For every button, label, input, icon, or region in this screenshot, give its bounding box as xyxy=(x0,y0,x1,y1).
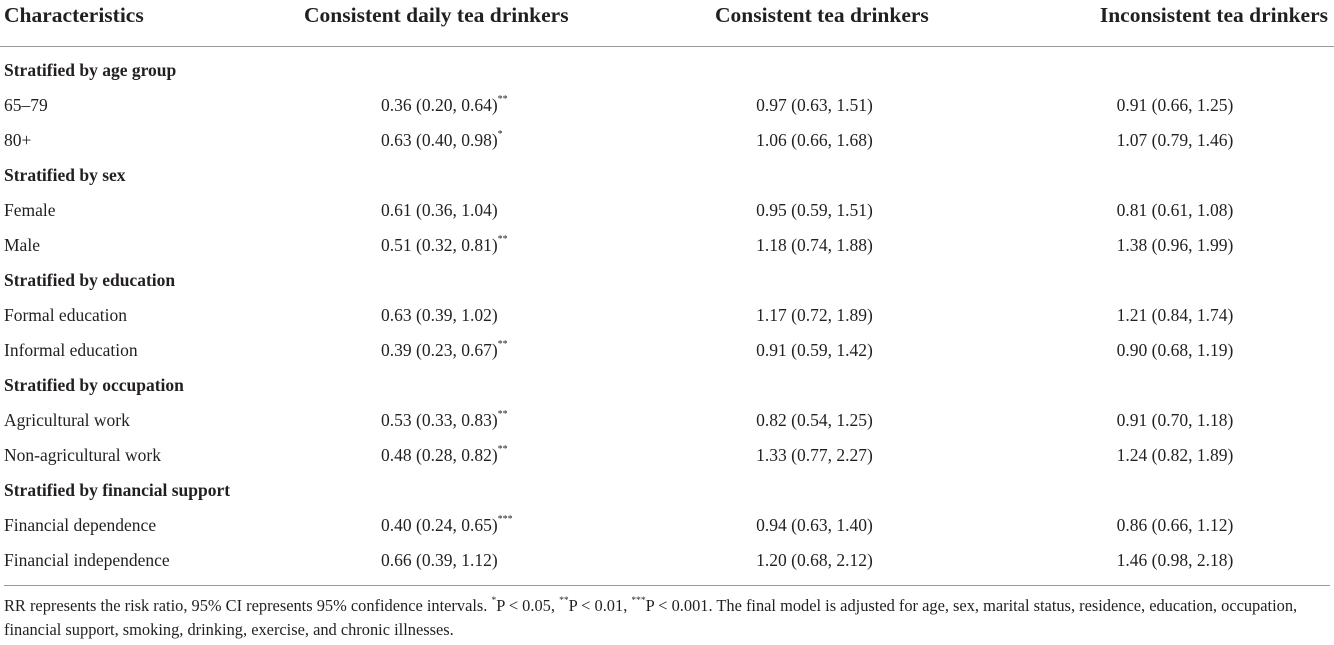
section-row xyxy=(0,263,1334,298)
cell-value: 0.40 (0.24, 0.65) xyxy=(381,515,498,535)
table-header-row xyxy=(0,0,1334,47)
cell-consistent: 1.20 (0.68, 2.12) xyxy=(756,550,873,570)
cell-value: 0.61 (0.36, 1.04) xyxy=(381,200,498,220)
table-footnote xyxy=(4,585,1330,642)
table-row xyxy=(0,193,1334,228)
cell-inconsistent: 1.07 (0.79, 1.46) xyxy=(1116,130,1234,150)
row-label: Formal education xyxy=(4,305,127,325)
cell-consistent: 0.95 (0.59, 1.51) xyxy=(756,200,873,220)
cell-value: 0.39 (0.23, 0.67) xyxy=(381,340,498,360)
section-row xyxy=(0,158,1334,193)
section-row xyxy=(0,47,1334,89)
cell-value: 0.53 (0.33, 0.83) xyxy=(381,410,498,430)
table-row xyxy=(0,438,1334,473)
cell-value: 0.48 (0.28, 0.82) xyxy=(381,445,498,465)
section-heading: Stratified by financial support xyxy=(4,480,231,500)
footnote-text: P < 0.01, xyxy=(568,596,632,615)
cell-consistent-daily xyxy=(300,88,603,123)
section-heading: Stratified by occupation xyxy=(4,375,184,395)
cell-consistent-daily xyxy=(300,438,603,473)
cell-inconsistent: 0.86 (0.66, 1.12) xyxy=(1116,515,1234,535)
table-row xyxy=(0,508,1334,543)
header-consistent-tea-drinkers: Consistent tea drinkers xyxy=(603,0,976,47)
row-label: 65–79 xyxy=(4,95,48,115)
significance-marker: *** xyxy=(497,514,513,526)
cell-consistent-daily xyxy=(300,543,603,578)
section-heading: Stratified by age group xyxy=(4,60,177,80)
cell-value: 0.51 (0.32, 0.81) xyxy=(381,235,498,255)
cell-consistent: 1.06 (0.66, 1.68) xyxy=(756,130,873,150)
cell-value: 0.36 (0.20, 0.64) xyxy=(381,95,498,115)
cell-consistent: 0.97 (0.63, 1.51) xyxy=(756,95,873,115)
row-label: Male xyxy=(4,235,40,255)
cell-inconsistent: 1.21 (0.84, 1.74) xyxy=(1116,305,1234,325)
cell-inconsistent: 0.91 (0.70, 1.18) xyxy=(1116,410,1234,430)
cell-consistent-daily xyxy=(300,228,603,263)
cell-consistent: 1.18 (0.74, 1.88) xyxy=(756,235,873,255)
table-row xyxy=(0,228,1334,263)
significance-marker: ** xyxy=(497,409,508,421)
cell-consistent: 0.94 (0.63, 1.40) xyxy=(756,515,873,535)
cell-inconsistent: 0.81 (0.61, 1.08) xyxy=(1116,200,1234,220)
footnote-text: P < 0.001. The final model is adjusted for age, sex, marital status, residence, education, occupation, financial support, smoking, drinking, exercise, and chronic illnesses. xyxy=(4,596,1298,639)
row-label: Agricultural work xyxy=(4,410,130,430)
footnote-sup-3: *** xyxy=(631,595,646,606)
cell-inconsistent: 1.38 (0.96, 1.99) xyxy=(1116,235,1234,255)
cell-consistent-daily xyxy=(300,298,603,333)
significance-marker: * xyxy=(497,129,503,141)
cell-consistent-daily xyxy=(300,193,603,228)
significance-marker: ** xyxy=(497,339,508,351)
footnote-text: RR represents the risk ratio, 95% CI represents 95% confidence intervals. xyxy=(4,596,492,615)
cell-value: 0.66 (0.39, 1.12) xyxy=(381,550,498,570)
table-body xyxy=(0,47,1334,579)
header-characteristics: Characteristics xyxy=(0,0,300,47)
cell-inconsistent: 1.24 (0.82, 1.89) xyxy=(1116,445,1234,465)
cell-inconsistent: 0.90 (0.68, 1.19) xyxy=(1116,340,1234,360)
footnote-sup-2: ** xyxy=(559,595,569,606)
cell-consistent: 0.82 (0.54, 1.25) xyxy=(756,410,873,430)
section-row xyxy=(0,368,1334,403)
section-row xyxy=(0,473,1334,508)
cell-inconsistent: 0.91 (0.66, 1.25) xyxy=(1116,95,1234,115)
cell-consistent-daily xyxy=(300,403,603,438)
footnote-text: P < 0.05, xyxy=(496,596,560,615)
table-row xyxy=(0,123,1334,158)
row-label: Financial independence xyxy=(4,550,170,570)
table-row xyxy=(0,543,1334,578)
significance-marker: ** xyxy=(497,444,508,456)
cell-consistent-daily xyxy=(300,333,603,368)
cell-consistent-daily xyxy=(300,508,603,543)
footnote-sup-1: * xyxy=(491,595,497,606)
cell-value: 0.63 (0.39, 1.02) xyxy=(381,305,498,325)
row-label: Financial dependence xyxy=(4,515,157,535)
table-row xyxy=(0,333,1334,368)
table-row xyxy=(0,403,1334,438)
section-heading: Stratified by sex xyxy=(4,165,126,185)
cell-consistent-daily xyxy=(300,123,603,158)
table-row xyxy=(0,298,1334,333)
header-consistent-daily-tea-drinkers: Consistent daily tea drinkers xyxy=(300,0,603,47)
row-label: Informal education xyxy=(4,340,138,360)
cell-value: 0.63 (0.40, 0.98) xyxy=(381,130,498,150)
row-label: Non-agricultural work xyxy=(4,445,161,465)
cell-consistent: 1.17 (0.72, 1.89) xyxy=(756,305,873,325)
cell-consistent: 1.33 (0.77, 2.27) xyxy=(756,445,873,465)
row-label: Female xyxy=(4,200,56,220)
table-row xyxy=(0,88,1334,123)
cell-inconsistent: 1.46 (0.98, 2.18) xyxy=(1116,550,1234,570)
section-heading: Stratified by education xyxy=(4,270,176,290)
row-label: 80+ xyxy=(4,130,32,150)
cell-consistent: 0.91 (0.59, 1.42) xyxy=(756,340,873,360)
header-inconsistent-tea-drinkers: Inconsistent tea drinkers xyxy=(976,0,1334,47)
significance-marker: ** xyxy=(497,94,508,106)
significance-marker: ** xyxy=(497,234,508,246)
